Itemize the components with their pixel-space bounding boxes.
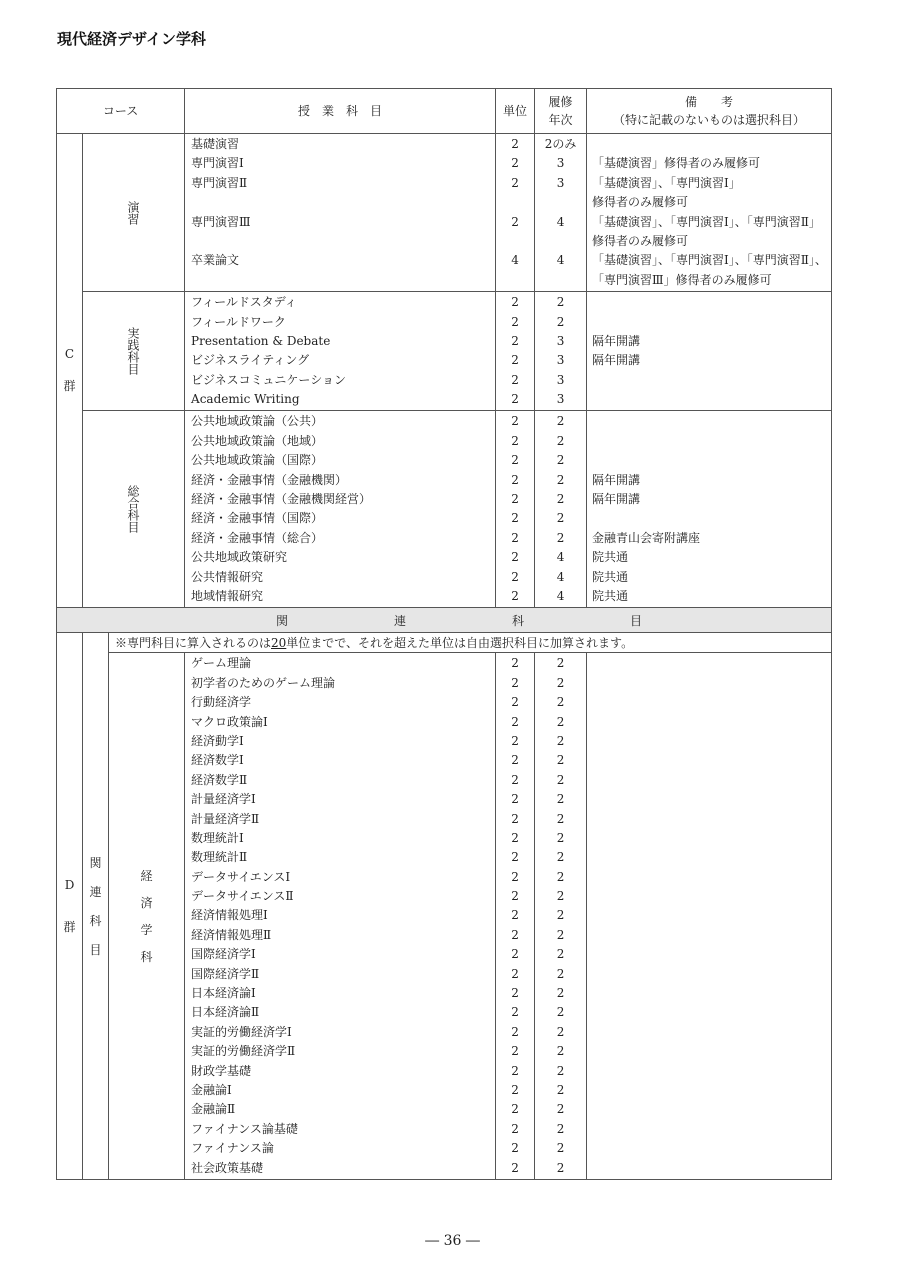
credit-line: 2 — [511, 986, 519, 1001]
practical-label-cell — [83, 292, 185, 411]
year-line: 2 — [556, 1160, 565, 1175]
subject-line: 地域情報研究 — [191, 588, 264, 603]
seminar-label: 演習 — [126, 200, 141, 225]
year-line: 2 — [556, 986, 565, 1001]
credit-line: 2 — [511, 695, 519, 710]
note-line — [587, 509, 831, 528]
year-line: 2 — [556, 314, 565, 329]
economics-label-char-1: 経 — [140, 869, 153, 884]
credit-line: 2 — [511, 569, 519, 584]
related-label-char-4: 目 — [89, 943, 102, 958]
related-header-char-1: 関 — [275, 613, 288, 628]
credit-line: 2 — [511, 314, 519, 329]
note-line: 隔年開講 — [592, 472, 641, 487]
note-line: 修得者のみ履修可 — [592, 233, 689, 248]
header-subject: 授 業 科 目 — [185, 89, 496, 134]
table-header-row — [57, 89, 832, 134]
credit-line — [496, 232, 534, 251]
credit-line — [496, 193, 534, 212]
year-line: 2 — [556, 656, 565, 671]
subject-line: 経済数学Ⅰ — [191, 753, 244, 768]
group-d-notice-row — [57, 633, 832, 653]
credit-line: 2 — [511, 889, 519, 904]
subject-line: フィールドワーク — [191, 314, 286, 329]
subject-list — [185, 653, 495, 1179]
year-line: 2 — [556, 511, 565, 526]
subject-line: 経済情報処理Ⅱ — [191, 927, 272, 942]
subject-line: 公共地域政策論（公共） — [191, 414, 324, 429]
note-line: 「専門演習Ⅲ」修得者のみ履修可 — [592, 272, 772, 287]
subject-line: 専門演習Ⅲ — [191, 214, 251, 229]
note-line — [587, 451, 831, 470]
credit-line: 2 — [511, 830, 519, 845]
note-line — [587, 135, 831, 154]
credit-line: 2 — [511, 472, 519, 487]
credit-line: 2 — [511, 772, 519, 787]
year-list — [535, 653, 586, 1179]
year-line: 2 — [556, 1005, 565, 1020]
year-line: 3 — [556, 353, 565, 368]
subject-list — [185, 292, 495, 410]
credit-line: 2 — [511, 588, 519, 603]
note-line: 「基礎演習」、「専門演習Ⅰ」 — [592, 175, 741, 190]
subject-line — [185, 193, 495, 212]
credit-line: 2 — [511, 530, 519, 545]
economics-notes — [587, 653, 832, 1180]
group-d-kanji: 群 — [63, 919, 76, 934]
note-line: 「基礎演習」、「専門演習Ⅰ」、「専門演習Ⅱ」 — [592, 214, 821, 229]
note-line: 隔年開講 — [592, 492, 641, 507]
credit-line: 2 — [511, 156, 519, 171]
year-line: 3 — [556, 156, 565, 171]
year-line: 4 — [556, 550, 565, 565]
credit-list — [496, 292, 534, 410]
economics-label-char-2: 済 — [140, 896, 153, 911]
subject-line: 国際経済学Ⅰ — [191, 947, 256, 962]
credit-line: 2 — [511, 1141, 519, 1156]
year-line: 2 — [556, 733, 565, 748]
related-subjects-header — [57, 608, 832, 633]
year-line — [535, 271, 586, 290]
credit-line: 2 — [511, 733, 519, 748]
subject-line: 行動経済学 — [191, 695, 252, 710]
group-c-label — [57, 134, 83, 608]
year-line: 2 — [556, 947, 565, 962]
credit-line: 2 — [511, 1044, 519, 1059]
year-line: 2 — [556, 850, 565, 865]
credit-line: 2 — [511, 492, 519, 507]
subject-line: 金融論Ⅰ — [191, 1082, 232, 1097]
year-line: 2 — [556, 472, 565, 487]
header-year-line1: 履修 — [548, 95, 573, 109]
credit-line: 2 — [511, 333, 519, 348]
economics-label-cell — [109, 653, 185, 1180]
credit-line: 2 — [511, 1121, 519, 1136]
note-list — [587, 411, 831, 607]
subject-line: 計量経済学Ⅰ — [191, 792, 256, 807]
credit-line: 2 — [511, 392, 519, 407]
credit-line: 2 — [511, 675, 519, 690]
year-line: 4 — [556, 214, 565, 229]
header-notes-line1: 備 考 — [685, 95, 734, 109]
subject-line: 実証的労働経済学Ⅱ — [191, 1044, 296, 1059]
practical-label: 実践科目 — [126, 327, 141, 376]
year-list — [535, 411, 586, 607]
note-list — [587, 292, 831, 410]
credit-line: 2 — [511, 947, 519, 962]
credit-list — [496, 134, 534, 291]
year-line: 4 — [556, 569, 565, 584]
note-line: 院共通 — [592, 569, 629, 584]
credit-line: 2 — [511, 433, 519, 448]
note-line — [587, 293, 831, 312]
year-line: 2 — [556, 1141, 565, 1156]
year-line: 3 — [556, 372, 565, 387]
note-line: 院共通 — [592, 588, 629, 603]
subject-line — [185, 271, 495, 290]
subject-line: 専門演習Ⅱ — [191, 175, 248, 190]
page-title: 現代経済デザイン学科 — [57, 30, 206, 48]
subject-line: 経済・金融事情（総合） — [191, 530, 324, 545]
year-line: 2 — [556, 530, 565, 545]
group-c-kanji: 群 — [63, 379, 76, 394]
year-line: 2 — [556, 1102, 565, 1117]
credit-line: 2 — [511, 1160, 519, 1175]
subject-line: 公共地域政策論（地域） — [191, 433, 324, 448]
credit-notice: ※専門科目に算入されるのは20単位までで、それを超えた単位は自由選択科目に加算されます。 — [109, 633, 832, 653]
credit-list — [496, 411, 534, 607]
subject-line: 日本経済論Ⅰ — [191, 986, 256, 1001]
year-line: 2 — [556, 1082, 565, 1097]
related-label-char-2: 連 — [89, 885, 102, 900]
year-line — [535, 193, 586, 212]
year-line: 2 — [556, 1121, 565, 1136]
note-line: 院共通 — [592, 550, 629, 565]
subject-line: ビジネスライティング — [191, 353, 310, 368]
subject-line: 財政学基礎 — [191, 1063, 252, 1078]
year-line: 2 — [556, 830, 565, 845]
note-line: 隔年開講 — [592, 353, 641, 368]
credit-line: 2 — [511, 1063, 519, 1078]
subject-line: 経済・金融事情（金融機関経営） — [191, 492, 372, 507]
note-line: 修得者のみ履修可 — [592, 195, 689, 210]
credit-line: 2 — [511, 353, 519, 368]
credit-line: 2 — [511, 1005, 519, 1020]
subject-list — [185, 411, 495, 607]
subject-line: データサイエンスⅠ — [191, 869, 291, 884]
credit-line: 2 — [511, 453, 519, 468]
year-line: 2 — [556, 295, 565, 310]
subject-line: 国際経済学Ⅱ — [191, 966, 260, 981]
subject-list — [185, 134, 495, 291]
credit-line: 2 — [511, 550, 519, 565]
year-line: 2 — [556, 1063, 565, 1078]
credit-line: 2 — [511, 850, 519, 865]
year-list — [535, 292, 586, 410]
header-credits: 単位 — [496, 89, 535, 134]
subject-line: 初学者のためのゲーム理論 — [191, 675, 336, 690]
subject-line: 経済・金融事情（金融機関） — [191, 472, 348, 487]
subject-line: 数理統計Ⅰ — [191, 830, 244, 845]
general-label-cell — [83, 411, 185, 608]
year-line: 2 — [556, 869, 565, 884]
credit-line: 4 — [511, 253, 519, 268]
year-line: 4 — [556, 588, 565, 603]
credit-limit-number: 20 — [271, 636, 287, 651]
subject-line — [185, 232, 495, 251]
related-header-char-4: 目 — [630, 613, 643, 628]
credit-line: 2 — [511, 214, 519, 229]
subject-line: 経済・金融事情（国際） — [191, 511, 324, 526]
header-year-line2: 年次 — [548, 113, 573, 127]
header-notes-line2: （特に記載のないものは選択科目） — [613, 113, 806, 127]
note-line: 隔年開講 — [592, 333, 641, 348]
subject-line: Presentation & Debate — [191, 333, 331, 348]
year-line: 2 — [556, 414, 565, 429]
year-line: 2 — [556, 811, 565, 826]
note-line: 「基礎演習」修得者のみ履修可 — [592, 156, 761, 171]
credit-line — [496, 271, 534, 290]
credit-line: 2 — [511, 811, 519, 826]
subject-line: ファイナンス論基礎 — [191, 1121, 298, 1136]
related-subjects-label — [83, 633, 109, 1180]
credit-list — [496, 653, 534, 1179]
year-line: 2 — [556, 889, 565, 904]
subject-line: 公共地域政策論（国際） — [191, 453, 324, 468]
credit-line: 2 — [511, 1102, 519, 1117]
credit-line: 2 — [511, 869, 519, 884]
year-line: 2 — [556, 1024, 565, 1039]
year-line: 2 — [556, 792, 565, 807]
year-line: 2 — [556, 753, 565, 768]
related-header-char-3: 科 — [512, 613, 525, 628]
credit-line: 2 — [511, 414, 519, 429]
subject-line: データサイエンスⅡ — [191, 889, 294, 904]
page-number: ― 36 ― — [425, 1233, 480, 1249]
economics-label-char-3: 学 — [140, 923, 153, 938]
subject-line: Academic Writing — [191, 392, 300, 407]
year-line: 4 — [556, 253, 565, 268]
group-d-letter: D — [64, 877, 75, 892]
note-list — [587, 134, 831, 291]
subject-line: 金融論Ⅱ — [191, 1102, 236, 1117]
credit-line: 2 — [511, 714, 519, 729]
header-year — [535, 89, 587, 134]
year-line: 2 — [556, 927, 565, 942]
subject-line: 専門演習Ⅰ — [191, 156, 244, 171]
credit-line: 2 — [511, 1082, 519, 1097]
group-d-label — [57, 633, 83, 1180]
curriculum-table — [56, 88, 832, 1180]
subject-line: 卒業論文 — [191, 253, 240, 268]
year-line: 2 — [556, 433, 565, 448]
note-line — [587, 412, 831, 431]
related-label-char-1: 関 — [89, 856, 102, 871]
note-line: 「基礎演習」、「専門演習Ⅰ」、「専門演習Ⅱ」、 — [592, 253, 827, 268]
year-line: 2 — [556, 772, 565, 787]
subject-line: 実証的労働経済学Ⅰ — [191, 1024, 292, 1039]
credit-line: 2 — [511, 137, 519, 151]
subject-line: 経済動学Ⅰ — [191, 733, 244, 748]
year-line: 2 — [556, 453, 565, 468]
subject-line: 社会政策基礎 — [191, 1160, 264, 1175]
subject-line: 公共情報研究 — [191, 569, 264, 584]
subject-line: 公共地域政策研究 — [191, 550, 288, 565]
year-line — [535, 232, 586, 251]
subject-line: 経済数学Ⅱ — [191, 772, 248, 787]
subject-line: 日本経済論Ⅱ — [191, 1005, 260, 1020]
seminar-label-cell — [83, 134, 185, 292]
block-practical — [57, 292, 832, 411]
credit-line: 2 — [511, 908, 519, 923]
note-line — [587, 313, 831, 332]
credit-line: 2 — [511, 792, 519, 807]
year-line: 2 — [556, 1044, 565, 1059]
subject-line: ゲーム理論 — [191, 656, 252, 671]
note-line: 金融青山会寄附講座 — [592, 530, 701, 545]
credit-line: 2 — [511, 656, 519, 671]
economics-label-char-4: 科 — [140, 950, 153, 965]
year-line: 3 — [556, 333, 565, 348]
subject-line: フィールドスタディ — [191, 295, 297, 310]
related-header-char-2: 連 — [394, 613, 407, 628]
year-line: 2 — [556, 908, 565, 923]
year-line: 2 — [556, 714, 565, 729]
group-c-letter: C — [64, 347, 75, 362]
year-list — [535, 134, 586, 291]
credit-line: 2 — [511, 927, 519, 942]
credit-line: 2 — [511, 372, 519, 387]
year-line: 3 — [556, 175, 565, 190]
subject-line: ファイナンス論 — [191, 1141, 274, 1156]
block-seminar — [57, 134, 832, 292]
subject-line: マクロ政策論Ⅰ — [191, 714, 268, 729]
related-label-char-3: 科 — [89, 914, 102, 929]
credit-line: 2 — [511, 1024, 519, 1039]
credit-line: 2 — [511, 511, 519, 526]
credit-line: 2 — [511, 175, 519, 190]
year-line: 3 — [556, 392, 565, 407]
note-line — [587, 371, 831, 390]
header-notes — [587, 89, 832, 134]
subject-line: 経済情報処理Ⅰ — [191, 908, 268, 923]
year-line: 2 — [556, 695, 565, 710]
block-general — [57, 411, 832, 608]
credit-line: 2 — [511, 966, 519, 981]
year-line: 2 — [556, 675, 565, 690]
year-line: 2のみ — [544, 137, 577, 151]
note-line — [587, 390, 831, 409]
general-label: 総合科目 — [126, 485, 141, 534]
note-line — [587, 432, 831, 451]
header-course: コース — [57, 89, 185, 134]
year-line: 2 — [556, 492, 565, 507]
subject-line: 基礎演習 — [191, 137, 240, 151]
subject-line: 数理統計Ⅱ — [191, 850, 248, 865]
credit-line: 2 — [511, 753, 519, 768]
subject-line: ビジネスコミュニケーション — [191, 372, 346, 387]
year-line: 2 — [556, 966, 565, 981]
subject-line: 計量経済学Ⅱ — [191, 811, 260, 826]
credit-line: 2 — [511, 295, 519, 310]
block-economics — [57, 653, 832, 1180]
